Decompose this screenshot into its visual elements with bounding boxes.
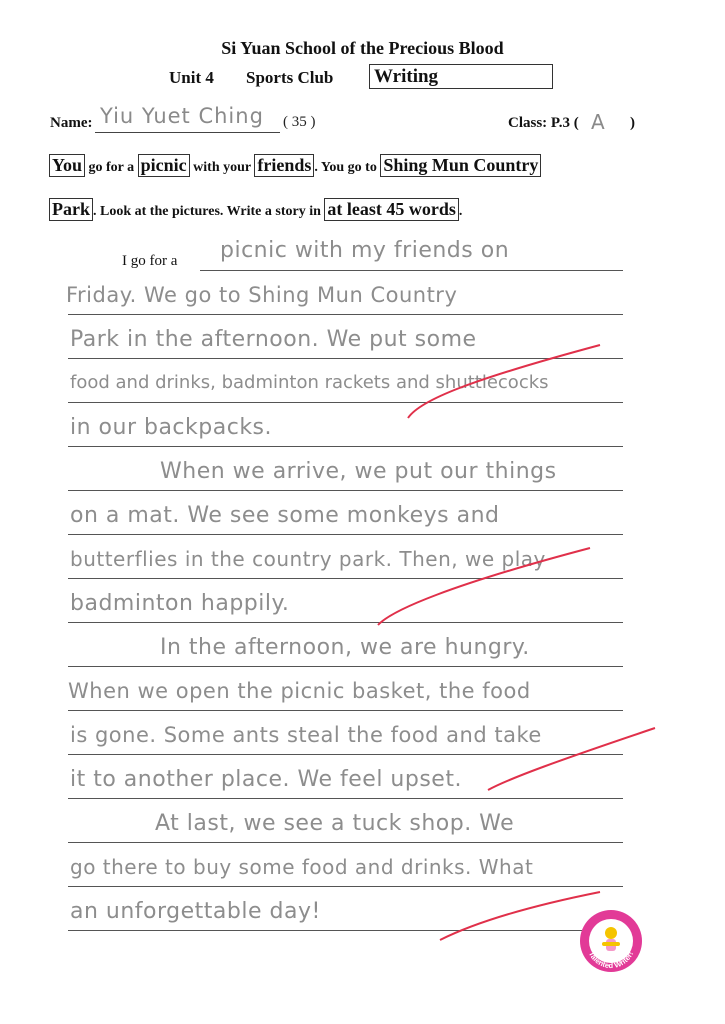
red-check-mark <box>488 728 655 790</box>
story-starter: I go for a <box>122 253 178 269</box>
keyword-box: Shing Mun Country <box>380 154 541 177</box>
story-line: In the afternoon, we are hungry. <box>160 635 530 660</box>
red-check-mark <box>408 345 600 418</box>
story-line: an unforgettable day! <box>70 899 321 924</box>
red-check-mark <box>440 892 600 940</box>
school-title: Si Yuan School of the Precious Blood <box>221 38 504 58</box>
student-number: ( 35 ) <box>283 114 316 130</box>
class-label: Class: P.3 ( <box>508 115 579 131</box>
story-line: At last, we see a tuck shop. We <box>155 811 515 836</box>
keyword-box: You <box>49 154 85 177</box>
story-line: food and drinks, badminton rackets and shuttlecocks <box>70 372 549 393</box>
story-line: go there to buy some food and drinks. What <box>70 855 534 879</box>
student-name: Yiu Yuet Ching <box>100 104 264 128</box>
class-close: ) <box>630 115 635 131</box>
story-line: Park in the afternoon. We put some <box>70 327 477 352</box>
unit-label: Unit 4 <box>169 68 214 87</box>
story-line: butterflies in the country park. Then, we play <box>70 547 546 571</box>
sticker-text: Talented Writer! <box>586 949 636 971</box>
keyword-box: at least 45 words <box>324 198 459 221</box>
club-label: Sports Club <box>246 68 334 87</box>
story-line: in our backpacks. <box>70 415 273 440</box>
story-line: Friday. We go to Shing Mun Country <box>66 283 458 307</box>
keyword-box: friends <box>254 154 314 177</box>
story-line: is gone. Some ants steal the food and take <box>70 723 542 747</box>
story-line: it to another place. We feel upset. <box>70 767 462 792</box>
section-box: Writing <box>369 64 553 89</box>
keyword-box: picnic <box>138 154 190 177</box>
story-line: on a mat. We see some monkeys and <box>70 503 500 528</box>
child-figure-icon <box>605 927 617 939</box>
instruction-text: go for a <box>85 160 138 175</box>
story-line: When we open the picnic basket, the food <box>68 679 531 703</box>
instruction-text: . <box>458 204 463 219</box>
class-value: A <box>591 110 605 134</box>
name-label: Name: <box>50 115 93 131</box>
instruction-text: . You go to <box>314 160 381 175</box>
talented-writer-sticker <box>578 908 644 974</box>
story-line: When we arrive, we put our things <box>160 459 557 484</box>
story-line: picnic with my friends on <box>220 238 510 263</box>
story-line: badminton happily. <box>70 591 290 616</box>
keyword-box: Park <box>49 198 93 221</box>
instruction-text: . Look at the pictures. Write a story in <box>93 204 325 219</box>
red-check-mark <box>378 548 590 625</box>
instruction-text: with your <box>189 160 255 175</box>
